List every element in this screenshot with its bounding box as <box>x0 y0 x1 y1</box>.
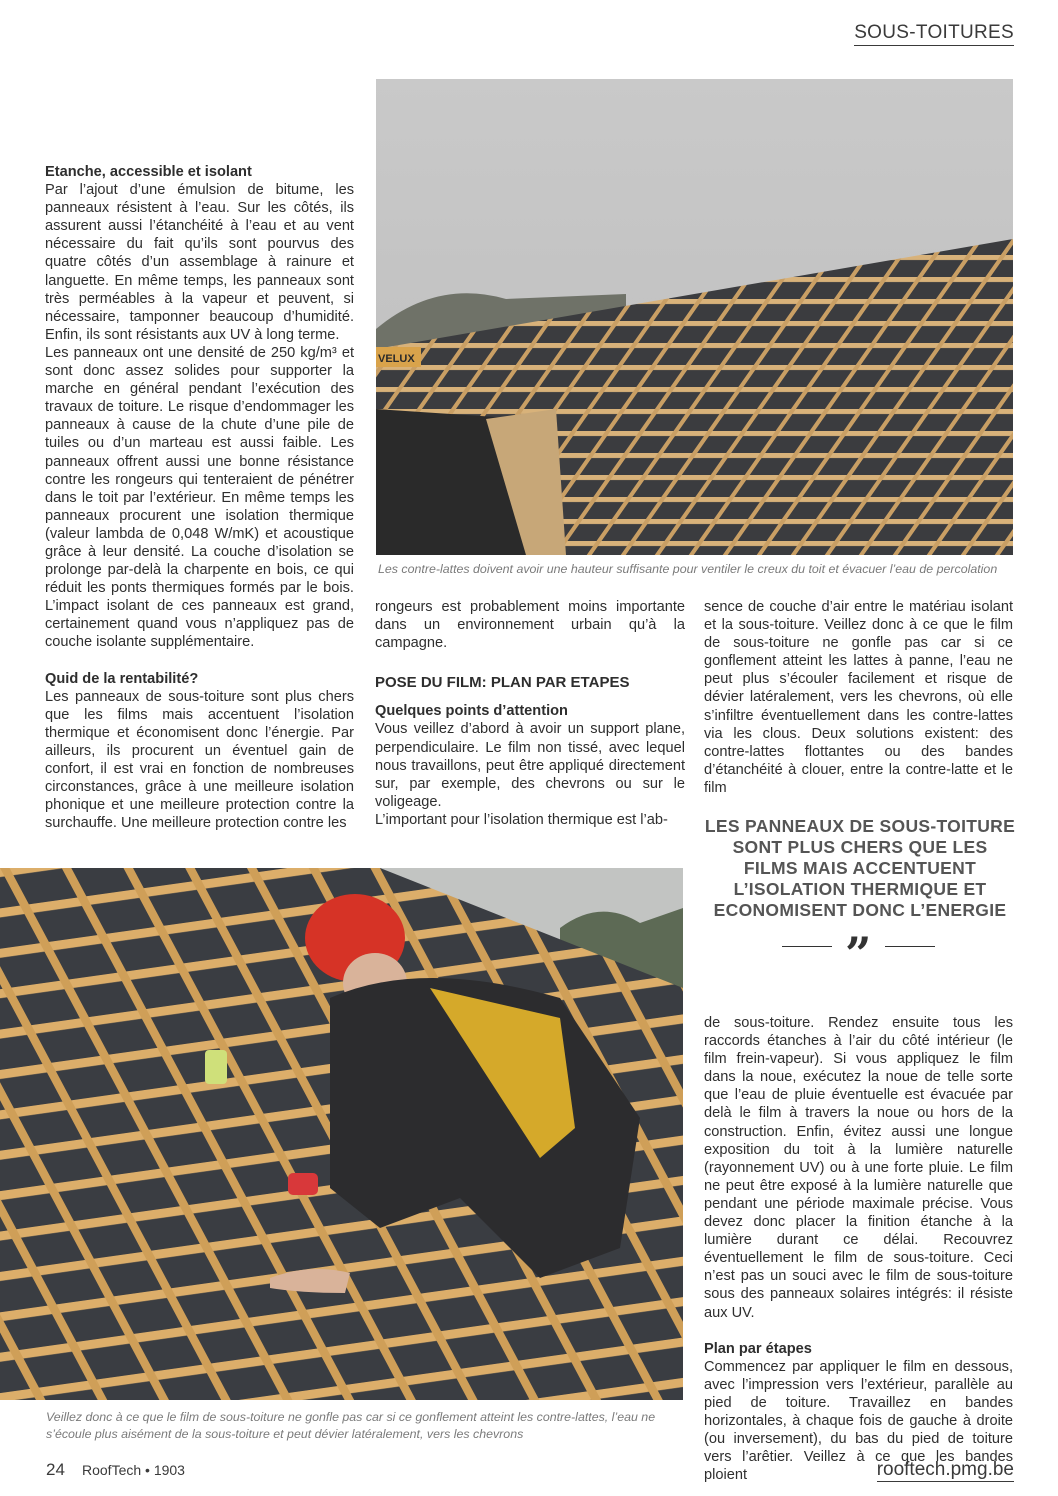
col2-para3: L’important pour l’isolation thermique est l’ab- <box>375 811 668 828</box>
heading-plan-par-etapes: Plan par étapes <box>704 1340 812 1357</box>
bottom-caption-line-1: Veillez donc à ce que le film de sous-toiture ne gonfle pas car si ce gonflement atteint les contre-lattes, l’eau ne <box>46 1410 656 1424</box>
col1-para2: Les panneaux ont une densité de 250 kg/m³ et sont donc assez solides pour supporter la marche en général pendant l’exécution des travaux de toiture. Le risque d’endommager les panneaux à cause de la chute d’une pile de tuiles ou d’un marteau est aussi faible. Les panneaux offrent aussi une bonne résistance contre les rongeurs qui tenteraient de pénétrer dans le toit par l’extérieur. En même temps les panneaux procurent une isolation thermique (valeur lambda de 0,048 W/mK) et acoustique grâce à leur densité. La couche d’isolation se prolonge par-delà la charpente en bois, ce qui réduit les ponts thermiques formés par le bois. L’impact isolant de ces panneaux est grand, certainement quand vous n’appliquez pas de couche isolante supplémentaire. <box>45 344 354 651</box>
heading-etanche: Etanche, accessible et isolant <box>45 164 252 180</box>
publication-name: RoofTech • 1903 <box>82 1462 185 1478</box>
heading-rentabilite: Quid de la rentabilité? <box>45 670 199 687</box>
col3-para1: sence de couche d’air entre le matériau isolant et la sous-toiture. Veillez donc à ce que le film de sous-toiture ne gonfle pas car si ce gonflement atteint les lattes à panne, l’eau ne peut plus s’écouler facilement et risque de dévier latéralement, vers les chevrons, où elle s’infiltre éventuellement dans les contre-lattes via les clous. Deux solutions existent: des contre-lattes flottantes ou des bandes d’étanchéité à clouer, entre la contre-latte et le film <box>704 599 1013 796</box>
col1-para3: Les panneaux de sous-toiture sont plus chers que les films mais accentuent l’isolation thermique et économisent donc l’énergie. Par ailleurs, ils procurent un éventuel gain de confort, il est vrai en fonction de nombreuses circonstances, grâce à une meilleure isolation phonique et une meilleure protection contre la surchauffe. Une meilleure protection contre les <box>45 688 354 832</box>
roofer-photo <box>0 868 683 1400</box>
column-2 <box>375 598 685 829</box>
top-photo-caption: Les contre-lattes doivent avoir une hauteur suffisante pour ventiler le creux du toit et évacuer l’eau de percolation <box>378 562 998 576</box>
website-link[interactable]: rooftech.pmg.be <box>876 1459 1014 1480</box>
column-3-continued <box>704 1014 1013 1484</box>
col1-para1: Par l’ajout d’une émulsion de bitume, les panneaux résistent à l’eau. Sur les côtés, ils assurent aussi l’étanchéité à l’eau et au vent nécessaire du fait qu’ils sont pourvus des quatre côtés d’un assemblage à rainure et languette. En même temps, les panneaux sont très perméables à la vapeur et peuvent, si nécessaire, tamponner beaucoup d’humidité. Enfin, ils sont résistants aux UV à long terme. <box>45 182 354 343</box>
quote-rule-left <box>782 946 832 947</box>
closing-quote-icon: ” <box>845 927 872 981</box>
pull-quote: LES PANNEAUX DE SOUS-TOITURE SONT PLUS CHERS QUE LES FILMS MAIS ACCENTUENT L’ISOLATION THERMIQUE ET ECONOMISENT DONC L’ENERGIE <box>704 816 1016 920</box>
page-number: 24 <box>46 1460 65 1479</box>
heading-pose-du-film: POSE DU FILM: PLAN PAR ETAPES <box>375 674 630 692</box>
col2-para1: rongeurs est probablement moins importante dans un environnement urbain qu’à la campagne. <box>375 599 685 652</box>
bottom-photo-caption <box>46 1409 686 1443</box>
column-3 <box>704 598 1013 797</box>
heading-points-attention: Quelques points d’attention <box>375 703 568 720</box>
quote-rule-right <box>885 946 935 947</box>
bottom-caption-line-2: s’écoule plus aisément de la sous-toiture et peut dévier latéralement, vers les chevrons <box>46 1427 524 1441</box>
velux-label: VELUX <box>378 353 415 365</box>
col2-para2: Vous veillez d’abord à avoir un support plane, perpendiculaire. Le film non tissé, avec lequel nous travaillons, peut être appliqué directement sur, par exemple, des chevrons ou sur le voligeage. <box>375 721 685 810</box>
col3-para3: Commencez par appliquer le film en dessous, avec l’impression vers l’extérieur, parallèle au pied de toiture. Travaillez en bandes horizontales, à chaque fois de gauche à droite (ou inversement), du bas du pied de toiture vers l’arêtier. Veillez à ce que les bandes ploient <box>704 1358 1013 1484</box>
col3-para2: de sous-toiture. Rendez ensuite tous les raccords étanches à l’air du côté intérieur (le film frein-vapeur). Si vous appliquez le film dans la noue, exécutez la noue de telle sorte que l’eau de pluie éventuelle est évacuée par delà le film à travers la noue ou hors de la construction. Enfin, évitez aussi une longue exposition du toit à la lumière naturelle (rayonnement UV) ou à une forte pluie. Le film ne peut être exposé à la lumière naturelle que pendant une période maximale précise. Vous devez donc placer la finition étanche à la lumière durant ce délai. Recouvrez éventuellement le film de sous-toiture. Ceci n’est pas un souci avec le film de sous-toiture sous des panneaux solaires intégrés: il résiste aux UV. <box>704 1015 1013 1321</box>
roof-battens-photo <box>376 79 1013 555</box>
column-1 <box>45 163 354 832</box>
section-tag: SOUS-TOITURES <box>854 22 1014 46</box>
